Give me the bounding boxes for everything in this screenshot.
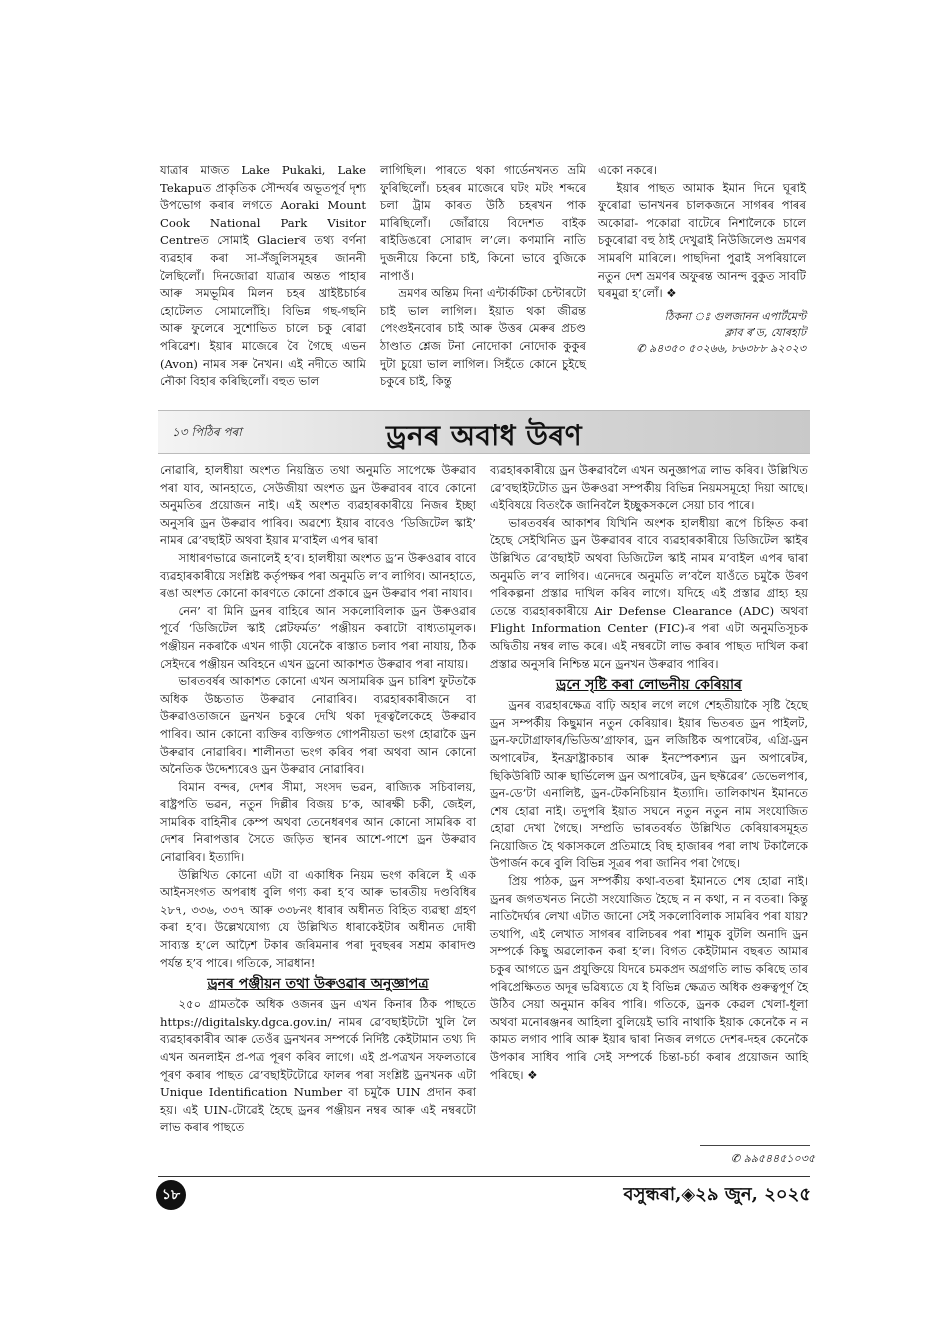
paragraph: ভ্ৰমণৰ অন্তিম দিনা এন্টাৰ্কটিকা চেন্টাৰটো চাই ভাল লাগিল। ইয়াত থকা জীৱন্ত পেংগুইনবোৰ চাই আৰু উত্তৰ মেৰুৰ প্ৰচণ্ড ঠাণ্ডাত শ্লেজ টনা নোদোকা নোদোক কুকুৰ দুটা চুয়ো ভাল লাগিল। সিহঁতে কোনে চুইছে চকুৰে চাই, কিন্তু bbox=[380, 286, 586, 389]
author-address bbox=[598, 309, 806, 357]
paragraph: যাত্ৰাৰ মাজত Lake Pukaki, Lake Tekapuত প্ৰাকৃতিক সৌন্দৰ্যৰ অভূতপূৰ্ব দৃশ্য উপভোগ কৰাৰ লগতে Aoraki Mount Cook National Park Visitor Centreত সোমাই Glacierৰ তথ্য বৰ্ণনা ব্যৱহাৰ কৰা সা-সঁজুলিসমূহৰ জাননী লৈছিলোঁ। দিনজোৱা যাত্ৰাৰ অন্তত পাহাৰ আৰু সমভূমিৰ মিলন চহৰ খ্ৰাইষ্টচাৰ্চৰ হোটেলত সোমালোঁহি। বিভিন্ন গছ-গছনি আৰু ফুলেৰে সুশোভিত চালে চকু ৰোৱা পৰিৱেশ। ইয়াৰ মাজেৰে বৈ গৈছে এভন (Avon) নামৰ সৰু নৈখন। এই নদীতে আমি নৌকা বিহাৰ কৰিছিলোঁ। বহুত ভাল bbox=[160, 163, 366, 389]
paragraph: একো নকৰে। bbox=[598, 163, 658, 177]
magazine-issue: বসুন্ধৰা,◈২৯ জুন, ২০২৫ bbox=[623, 1184, 811, 1205]
body-column-right bbox=[490, 462, 808, 1084]
paragraph: ইয়াৰ পাছত আমাক ইমান দিনে ঘূৰাই ফুৰোৱা ভানখনৰ চালকজনে সাগৰৰ পাৰৰ অকোৱা- পকোৱা বাটেৰে নিশালৈকে চালে চকুৰোৱা বহু ঠাই দেখুৱাই নিউজিলেণ্ড ভ্ৰমণৰ সামৰণি মাৰিলে। পাছদিনা পুৱাই সপৰিয়ালে নতুন দেশ ভ্ৰমণৰ অফুৰন্ত আনন্দ বুকুত সাবটি ঘৰমুৱা হ’লোঁ। ❖ bbox=[598, 180, 806, 301]
top-column-3 bbox=[598, 162, 806, 357]
author-phone: ✆ ৯৯৫৪৪৫১০৩৫ bbox=[730, 1152, 815, 1165]
divider bbox=[700, 1145, 810, 1146]
top-column-2 bbox=[380, 162, 586, 391]
address-phone: ✆ ৯৪৩৫০ ৫০২৬৬, ৮৬৩৮৮ ৯২০২৩ bbox=[636, 341, 806, 355]
footer-divider bbox=[158, 1176, 810, 1177]
body-column-left bbox=[160, 462, 476, 1137]
section-heading: ড্ৰনৰ পঞ্জীয়ন তথা উৰুওৱাৰ অনুজ্ঞাপত্ৰ bbox=[207, 976, 429, 993]
article-banner bbox=[158, 410, 810, 454]
paragraph: বিমান বন্দৰ, দেশৰ সীমা, সংসদ ভৱন, ৰাজ্যিক সচিবালয়, ৰাষ্ট্ৰপতি ভৱন, নতুন দিল্লীৰ বিজয় চ’ক, আৰক্ষী চকী, জেইল, সামৰিক বাহিনীৰ কেম্প অথবা তেনেধৰণৰ আন কোনো সামৰিক বা দেশৰ নিৰাপত্তাৰ সৈতে জড়িত স্থানৰ আশে-পাশে ড্ৰন উৰুৱাব নোৱাৰিব। ইত্যাদি। bbox=[160, 779, 476, 865]
paragraph: সাধাৰণভাৱে জনালেই হ’ব। হালধীয়া অংশত ড্ৰ’ন উৰুওৱাৰ বাবে ব্যৱহাৰকাৰীয়ে সংশ্লিষ্ট কৰ্তৃপক্ষৰ পৰা অনুমতি ল’ব লাগিব। আনহাতে, ৰঙা অংশত কোনো কাৰণতে কোনো প্ৰকাৰে ড্ৰন উৰুৱাব পৰা নাযাব। bbox=[160, 550, 476, 601]
top-column-1 bbox=[160, 162, 366, 391]
paragraph: লাগিছিল। পাৰতে থকা গাৰ্ডেনখনত ভ্ৰমি ফুৰিছিলোঁ। চহৰৰ মাজেৰে ঘটং মটং শব্দৰে চলা ট্ৰাম কাৰত উঠি চহৰখন পাক মাৰিছিলোঁ। জোঁৱায়ে বিদেশত বাইক ৰাইডিঙৰো সোৱাদ ল’লে। কণমানি নাতি দুজনীয়ে কিনো চাই, কিনো ভাবে বুজিকে নাপাওঁ। bbox=[380, 163, 586, 283]
paragraph: ভাৰতবৰ্ষৰ আকাশত কোনো এখন অসামৰিক ড্ৰন চাৰিশ ফুটতকৈ অধিক উচ্চতাত উৰুৱাব নোৱাৰিব। ব্যৱহাৰকাৰীজনে বা উৰুৱাওতাজনে ড্ৰনখন চকুৰে দেখি থকা দূৰত্বলৈকেহে উৰুৱাব পাৰিব। আন কোনো ব্যক্তিৰ ব্যক্তিগত গোপনীয়তা ভংগ হোৱাকৈ ড্ৰন উৰুৱাব নোৱাৰিব। শালীনতা ভংগ কৰিব পৰা অথবা আন কোনো অনৈতিক উদ্দেশ্যৰেও ড্ৰন উৰুৱাব নোৱাৰিব। bbox=[160, 674, 476, 777]
paragraph: নেন’ বা মিনি ড্ৰনৰ বাহিৰে আন সকলোবিলাক ড্ৰন উৰুওৱাৰ পূৰ্বে ‘ডিজিটেল স্কাই প্লেটফৰ্মত’ পঞ্জীয়ন কৰাটো বাধ্যতামূলক। পঞ্জীয়ন নকৰাকৈ এখন গাড়ী যেনেকৈ ৰাস্তাত চলাব পৰা নাযায়, ঠিক সেইদৰে পঞ্জীয়ন অবিহনে এখন ড্ৰনো আকাশত উৰুৱাব পৰা নাযায়। bbox=[160, 603, 476, 671]
paragraph: ২৫০ গ্ৰামতকৈ অধিক ওজনৰ ড্ৰন এখন কিনাৰ ঠিক পাছতে https://digitalsky.dgca.gov.in/ নামৰ ৱে’বছাইটটো খুলি লৈ ব্যৱহাৰকাৰীৰ আৰু তেওঁৰ ড্ৰনখনৰ সম্পৰ্কে নিৰ্দিষ্ট কেইটামান তথ্য দি এখন অনলাইন প্ৰ-পত্ৰ পূৰণ কৰিব লাগে। এই প্ৰ-পত্ৰখন সফলতাৰে পূৰণ কৰাৰ পাছত ৱে’বছাইটটোৱে ফালৰ পৰা সংশ্লিষ্ট ড্ৰনখনক এটা Unique Identification Number বা চমুকৈ UIN প্ৰদান কৰা হয়। এই UIN-টোৱেই হৈছে ড্ৰনৰ পঞ্জীয়ন নম্বৰ আৰু এই নম্বৰটো লাভ কৰাৰ পাছতে bbox=[160, 997, 476, 1135]
section-heading: ড্ৰনে সৃষ্টি কৰা লোভনীয় কেৰিয়াৰ bbox=[556, 677, 742, 694]
page-number: ১৮ bbox=[156, 1180, 186, 1210]
address-line: ক্লাব ৰ’ড, যোৰহাট bbox=[724, 325, 806, 339]
paragraph: ভাৰতবৰ্ষৰ আকাশৰ যিখিনি অংশক হালধীয়া ৰূপে চিহ্নিত কৰা হৈছে সেইখিনিত ড্ৰন উৰুৱাবৰ বাবে ব্যৱহাৰকাৰীয়ে ডিজিটেল স্কাইৰ উল্লিখিত ৱে’বছাইট অথবা ডিজিটেল স্কাই নামৰ ম’বাইল এপৰ দ্বাৰা অনুমতি ল’ব লাগিব। এনেদৰে অনুমতি ল’বলৈ যাওঁতে চমুকৈ উৰণ পৰিকল্পনা প্ৰস্তাৱ দাখিল কৰিব লাগে। যদিহে এই প্ৰস্তাৱ গ্ৰাহ্য হয় তেন্তে ব্যৱহাৰকাৰীয়ে Air Defense Clearance (ADC) অথবা Flight Information Center (FIC)-ৰ পৰা এটা অনুমতিসূচক অদ্বিতীয় নম্বৰ লাভ কৰে। এই নম্বৰটো লাভ কৰাৰ পাছত দাখিল কৰা প্ৰস্তাৱ অনুসৰি নিশ্চিন্ত মনে ড্ৰনখন উৰুৱাব পাৰিব। bbox=[490, 515, 808, 671]
paragraph: নোৱাৰি, হালধীয়া অংশত নিয়ন্ত্ৰিত তথা অনুমতি সাপেক্ষে উৰুৱাব পৰা যাব, আনহাতে, সেউজীয়া অংশত ড্ৰন উৰুৱাবৰ বাবে কোনো অনুমতিৰ প্ৰয়োজন নাই। এই অংশত ব্যৱহাৰকাৰীয়ে নিজৰ ইচ্ছা অনুসৰি ড্ৰন উৰুৱাব পাৰিব। অৱশ্যে ইয়াৰ বাবেও ‘ডিজিটেল স্কাই’ নামৰ ৱে’বছাইট অথবা ইয়াৰ ম’বাইল এপৰ দ্বাৰা bbox=[160, 463, 476, 548]
continued-from-label: ১৩ পিঠিৰ পৰা bbox=[172, 425, 242, 439]
address-line: ঠিকনা ঃ গুলজানন এপাৰ্টমেণ্ট bbox=[664, 309, 806, 323]
paragraph: ড্ৰনৰ ব্যৱহাৰক্ষেত্ৰ বাঢ়ি অহাৰ লগে লগে শেহতীয়াকৈ সৃষ্টি হৈছে ড্ৰন সম্পৰ্কীয় কিছুমান নতুন কেৰিয়াৰ। ইয়াৰ ভিতৰত ড্ৰন পাইলট, ড্ৰন-ফটোগ্ৰাফাৰ/ভিডিঅ’গ্ৰাফাৰ, ড্ৰন লজিষ্টিক অপাৰেটৰ, এগ্ৰি-ড্ৰন অপাৰেটৰ, ইনফ্ৰাষ্ট্ৰাকচাৰ আৰু ইনস্পেকশ্যন ড্ৰন অপাৰেটৰ, ছিকিউৰিটি আৰু ছাৰ্ভিলেন্স ড্ৰন অপাৰেটৰ, ড্ৰন ছফ্টৱেৰ’ ডেভেলপাৰ, ড্ৰন-ডে’টা এনালিষ্ট, ড্ৰন-টেকনিচিয়ান ইত্যাদি। তালিকাখন ইমানতে শেষ হোৱা নাই। তদুপৰি ইয়াত সঘনে নতুন নতুন নাম সংযোজিত হোৱা দেখা গৈছে। সম্প্ৰতি ভাৰতবৰ্ষত উল্লিখিত কেৰিয়াৰসমূহত নিয়োজিত হৈ থকাসকলে প্ৰতিমাহে বিছ হাজাৰৰ পৰা লাখ টকালৈকে উপাৰ্জন কৰে বুলি বিভিন্ন সূত্ৰৰ পৰা জানিব পৰা গৈছে। bbox=[490, 698, 808, 871]
article-title: ড্ৰনৰ অবাধ উৰণ bbox=[386, 419, 583, 452]
paragraph: ব্যৱহাৰকাৰীয়ে ড্ৰন উৰুৱাবলৈ এখন অনুজ্ঞাপত্ৰ লাভ কৰিব। উল্লিখিত ৱে’বছাইটটোত ড্ৰন উৰুওৱা সম্পৰ্কীয় বিভিন্ন নিয়মসমূহো দিয়া আছে। এইবিষয়ে বিতংকৈ জানিবলৈ ইচ্ছুকসকলে সেয়া চাব পাৰে। bbox=[490, 463, 808, 513]
paragraph: উল্লিখিত কোনো এটা বা একাধিক নিয়ম ভংগ কৰিলে ই এক আইনসংগত অপৰাধ বুলি গণ্য কৰা হ’ব আৰু ভাৰতীয় দণ্ডবিধিৰ ২৮৭, ৩৩৬, ৩৩৭ আৰু ৩৩৮নং ধাৰাৰ অধীনত বিহিত ব্যৱস্থা গ্ৰহণ কৰা হ’ব। উল্লেখযোগ্য যে উল্লিখিত ধাৰাকেইটাৰ অধীনত দোষী সাব্যস্ত হ’লে আঢ়ৈশ টকাৰ জৰিমনাৰ পৰা দুবছৰৰ সশ্ৰম কাৰাদণ্ড পৰ্যন্ত হ’ব পাৰে। গতিকে, সাৱধান! bbox=[160, 867, 476, 970]
paragraph: প্ৰিয় পাঠক, ড্ৰন সম্পৰ্কীয় কথা-বতৰা ইমানতে শেষ হোৱা নাই। ড্ৰনৰ জগতখনত নিতৌ সংযোজিত হৈছে ন ন কথা, ন ন বতৰা। কিন্তু নাতিদৈৰ্ঘ্যৰ লেখা এটাত জানো সেই সকলোবিলাক সামৰিব পৰা যায়? তথাপি, এই লেখাত সাগৰৰ বালিচৰৰ পৰা শামুক বুটলি অনাদি ড্ৰন সম্পৰ্কে কিছু অৱলোকন কৰা হ’ল। বিগত কেইটামান বছৰত আমাৰ চকুৰ আগতে ড্ৰন প্ৰযুক্তিয়ে যিদৰে চমকপ্ৰদ অগ্ৰগতি লাভ কৰিছে তাৰ পৰিপ্ৰেক্ষিতত অদূৰ ভৱিষ্যতে যে ই বিভিন্ন ক্ষেত্ৰত অধিক গুৰুত্বপূৰ্ণ হৈ উঠিব সেয়া অনুমান কৰিব পাৰি। গতিকে, ড্ৰনক কেৱল খেলা-ধূলা অথবা মনোৰঞ্জনৰ আহিলা বুলিয়েই ভাবি নাথাকি ইয়াক কেনেকৈ ন ন কামত লগাব পাৰি আৰু ইয়াৰ দ্বাৰা নিজৰ লগতে দেশৰ-দহৰ কেনেকৈ উপকাৰ সাধিব পাৰি সেই সম্পৰ্কে চিন্তা-চৰ্চা কৰাৰ প্ৰয়োজন আহি পৰিছে। ❖ bbox=[490, 874, 808, 1082]
